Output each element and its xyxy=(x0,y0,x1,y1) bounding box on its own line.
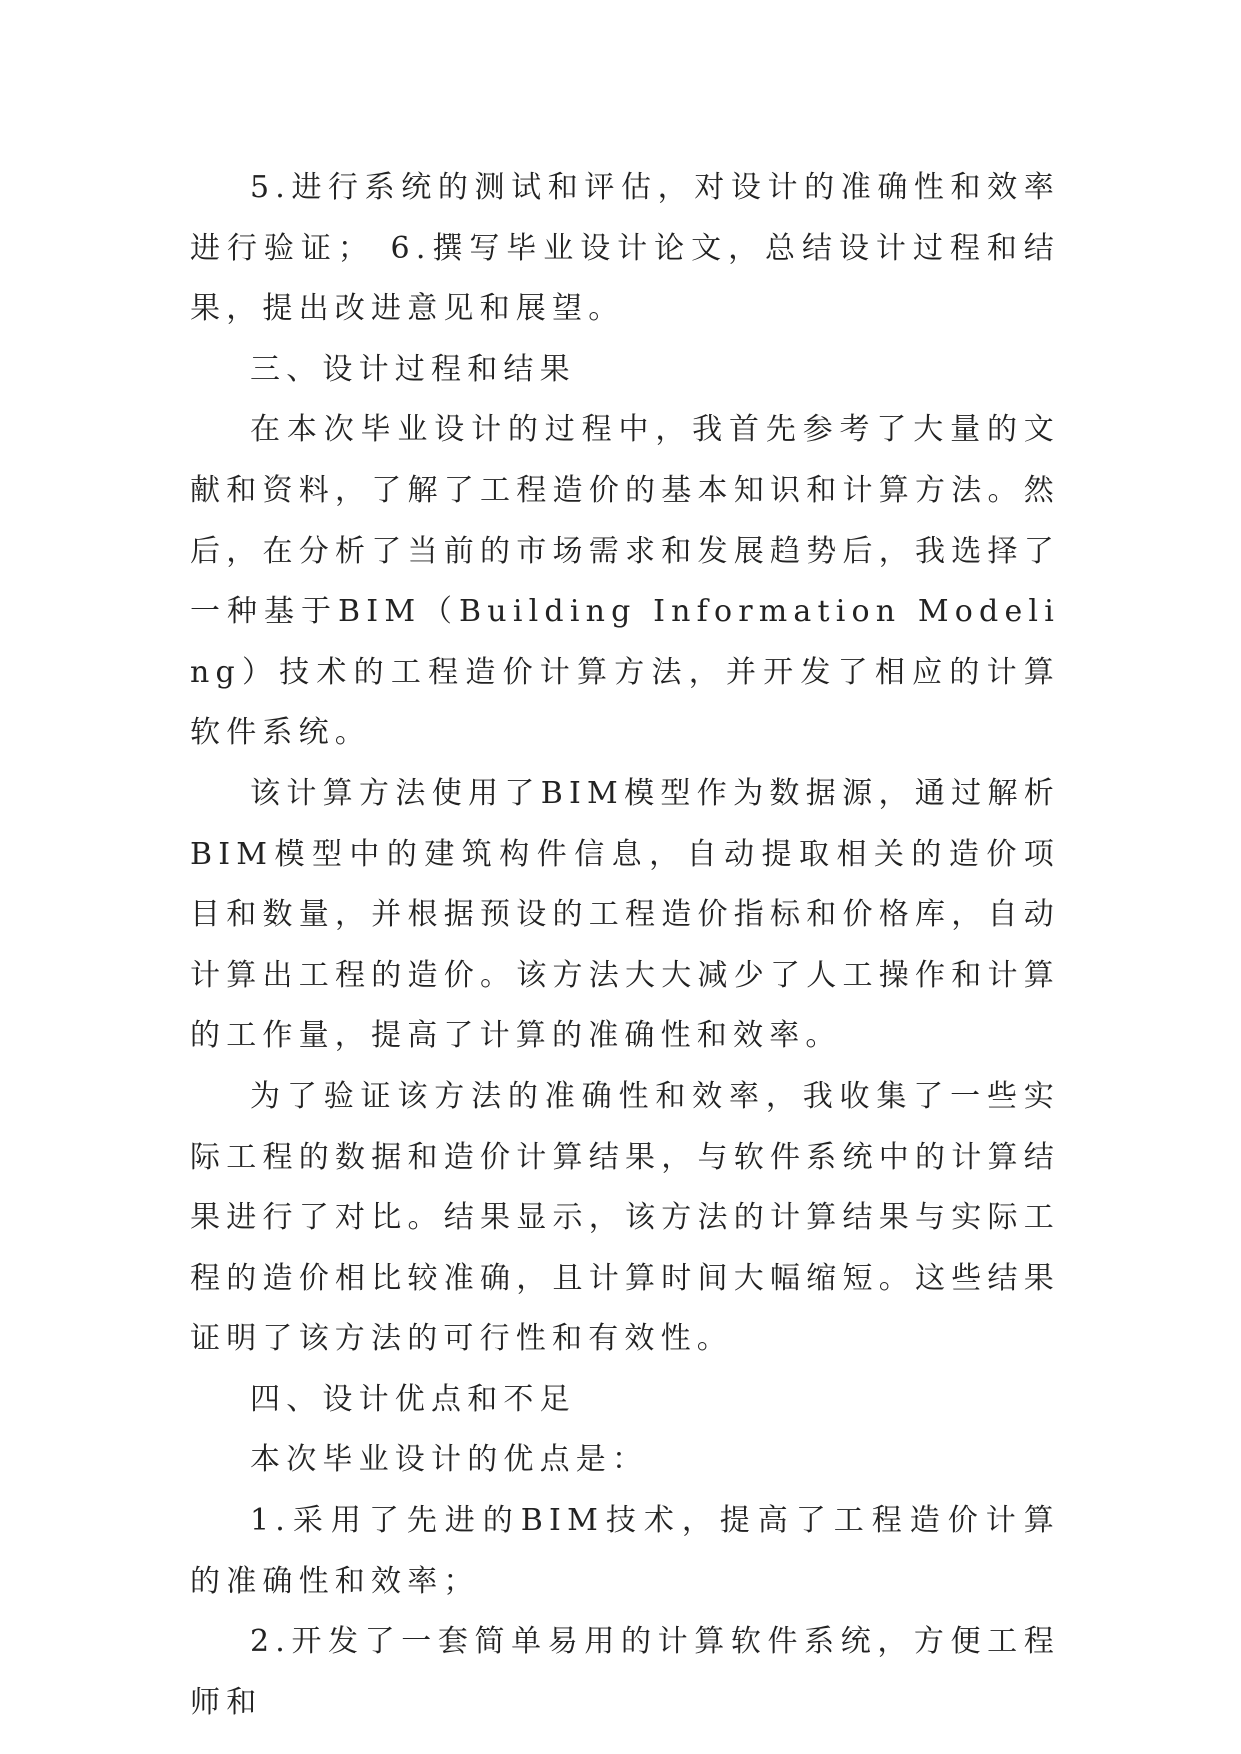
paragraph-method-description: 该计算方法使用了BIM模型作为数据源，通过解析BIM模型中的建筑构件信息，自动提取相关的造价项目和数量，并根据预设的工程造价指标和价格库，自动计算出工程的造价。该方法大大减少了人工操作和计算的工作量，提高了计算的准确性和效率。 xyxy=(190,775,1060,1054)
paragraph-advantages-intro: 本次毕业设计的优点是： xyxy=(250,1442,649,1478)
section-heading-pros-and-cons: 四、设计优点和不足 xyxy=(250,1381,576,1417)
section-heading-process-and-results: 三、设计过程和结果 xyxy=(250,351,576,387)
list-item-advantage-2: 2.开发了一套简单易用的计算软件系统，方便工程师和 xyxy=(190,1624,1060,1720)
paragraph-method-selection: 在本次毕业设计的过程中，我首先参考了大量的文献和资料，了解了工程造价的基本知识和计算方法。然后，在分析了当前的市场需求和发展趋势后，我选择了一种基于BIM（Building Information Modeling）技术的工程造价计算方法，并开发了相应的计算软件系统。 xyxy=(190,412,1060,751)
list-item-advantage-1: 1.采用了先进的BIM技术，提高了工程造价计算的准确性和效率； xyxy=(190,1503,1060,1599)
document-body xyxy=(190,158,1060,1733)
paragraph-testing-and-thesis: 5.进行系统的测试和评估，对设计的准确性和效率进行验证； 6.撰写毕业设计论文，总结设计过程和结果，提出改进意见和展望。 xyxy=(190,170,1060,327)
paragraph-validation: 为了验证该方法的准确性和效率，我收集了一些实际工程的数据和造价计算结果，与软件系统中的计算结果进行了对比。结果显示，该方法的计算结果与实际工程的造价相比较准确，且计算时间大幅缩短。这些结果证明了该方法的可行性和有效性。 xyxy=(190,1078,1060,1357)
